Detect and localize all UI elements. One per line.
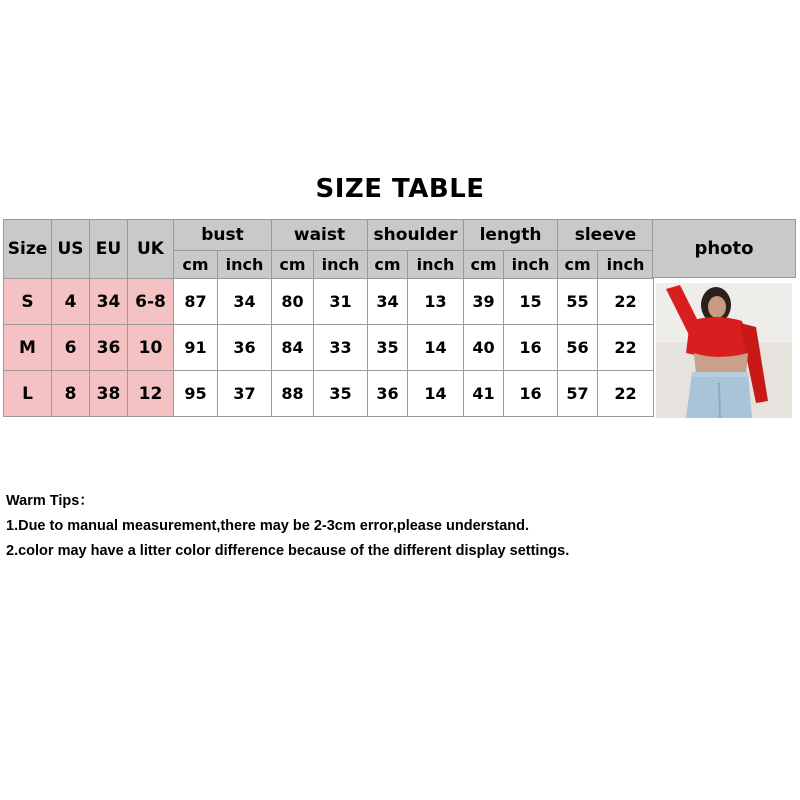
length-inch: 16 (504, 371, 558, 417)
header-us: US (52, 220, 90, 279)
header-eu: EU (90, 220, 128, 279)
sleeve-inch: 22 (598, 371, 654, 417)
unit-inch: inch (314, 251, 368, 279)
table-header-row (4, 220, 654, 251)
tips-line-2: 2.color may have a litter color difference because of the different display settings. (6, 543, 570, 559)
length-cm: 40 (464, 325, 504, 371)
size-label: M (4, 325, 52, 371)
us-size: 4 (52, 279, 90, 325)
length-cm: 39 (464, 279, 504, 325)
bust-inch: 37 (218, 371, 272, 417)
unit-inch: inch (408, 251, 464, 279)
header-waist: waist (272, 220, 368, 251)
waist-inch: 35 (314, 371, 368, 417)
photo-header: photo (652, 219, 796, 278)
product-photo (656, 283, 792, 418)
shoulder-inch: 14 (408, 325, 464, 371)
table-row (4, 325, 654, 371)
unit-inch: inch (504, 251, 558, 279)
us-size: 8 (52, 371, 90, 417)
waist-inch: 31 (314, 279, 368, 325)
warm-tips (6, 489, 796, 564)
uk-size: 10 (128, 325, 174, 371)
eu-size: 34 (90, 279, 128, 325)
unit-inch: inch (598, 251, 654, 279)
waist-cm: 84 (272, 325, 314, 371)
header-size: Size (4, 220, 52, 279)
table-row (4, 371, 654, 417)
bust-inch: 34 (218, 279, 272, 325)
eu-size: 36 (90, 325, 128, 371)
page-title: SIZE TABLE (315, 174, 485, 204)
uk-size: 6-8 (128, 279, 174, 325)
size-label: S (4, 279, 52, 325)
size-label: L (4, 371, 52, 417)
shoulder-inch: 13 (408, 279, 464, 325)
shoulder-cm: 35 (368, 325, 408, 371)
tips-line-1: 1.Due to manual measurement,there may be 2-3cm error,please understand. (6, 518, 529, 534)
model-photo-illustration (656, 283, 792, 418)
shoulder-cm: 34 (368, 279, 408, 325)
unit-cm: cm (558, 251, 598, 279)
header-shoulder: shoulder (368, 220, 464, 251)
tips-heading: Warm Tips： (6, 493, 94, 509)
unit-inch: inch (218, 251, 272, 279)
waist-cm: 80 (272, 279, 314, 325)
sleeve-cm: 57 (558, 371, 598, 417)
header-uk: UK (128, 220, 174, 279)
unit-cm: cm (174, 251, 218, 279)
sleeve-cm: 55 (558, 279, 598, 325)
unit-cm: cm (464, 251, 504, 279)
shoulder-inch: 14 (408, 371, 464, 417)
unit-cm: cm (368, 251, 408, 279)
bust-cm: 91 (174, 325, 218, 371)
eu-size: 38 (90, 371, 128, 417)
sleeve-inch: 22 (598, 325, 654, 371)
header-length: length (464, 220, 558, 251)
waist-cm: 88 (272, 371, 314, 417)
header-bust: bust (174, 220, 272, 251)
shoulder-cm: 36 (368, 371, 408, 417)
bust-cm: 95 (174, 371, 218, 417)
uk-size: 12 (128, 371, 174, 417)
unit-cm: cm (272, 251, 314, 279)
length-cm: 41 (464, 371, 504, 417)
size-table (3, 219, 654, 417)
length-inch: 16 (504, 325, 558, 371)
bust-inch: 36 (218, 325, 272, 371)
us-size: 6 (52, 325, 90, 371)
sleeve-inch: 22 (598, 279, 654, 325)
header-sleeve: sleeve (558, 220, 654, 251)
waist-inch: 33 (314, 325, 368, 371)
table-row (4, 279, 654, 325)
sleeve-cm: 56 (558, 325, 598, 371)
length-inch: 15 (504, 279, 558, 325)
bust-cm: 87 (174, 279, 218, 325)
